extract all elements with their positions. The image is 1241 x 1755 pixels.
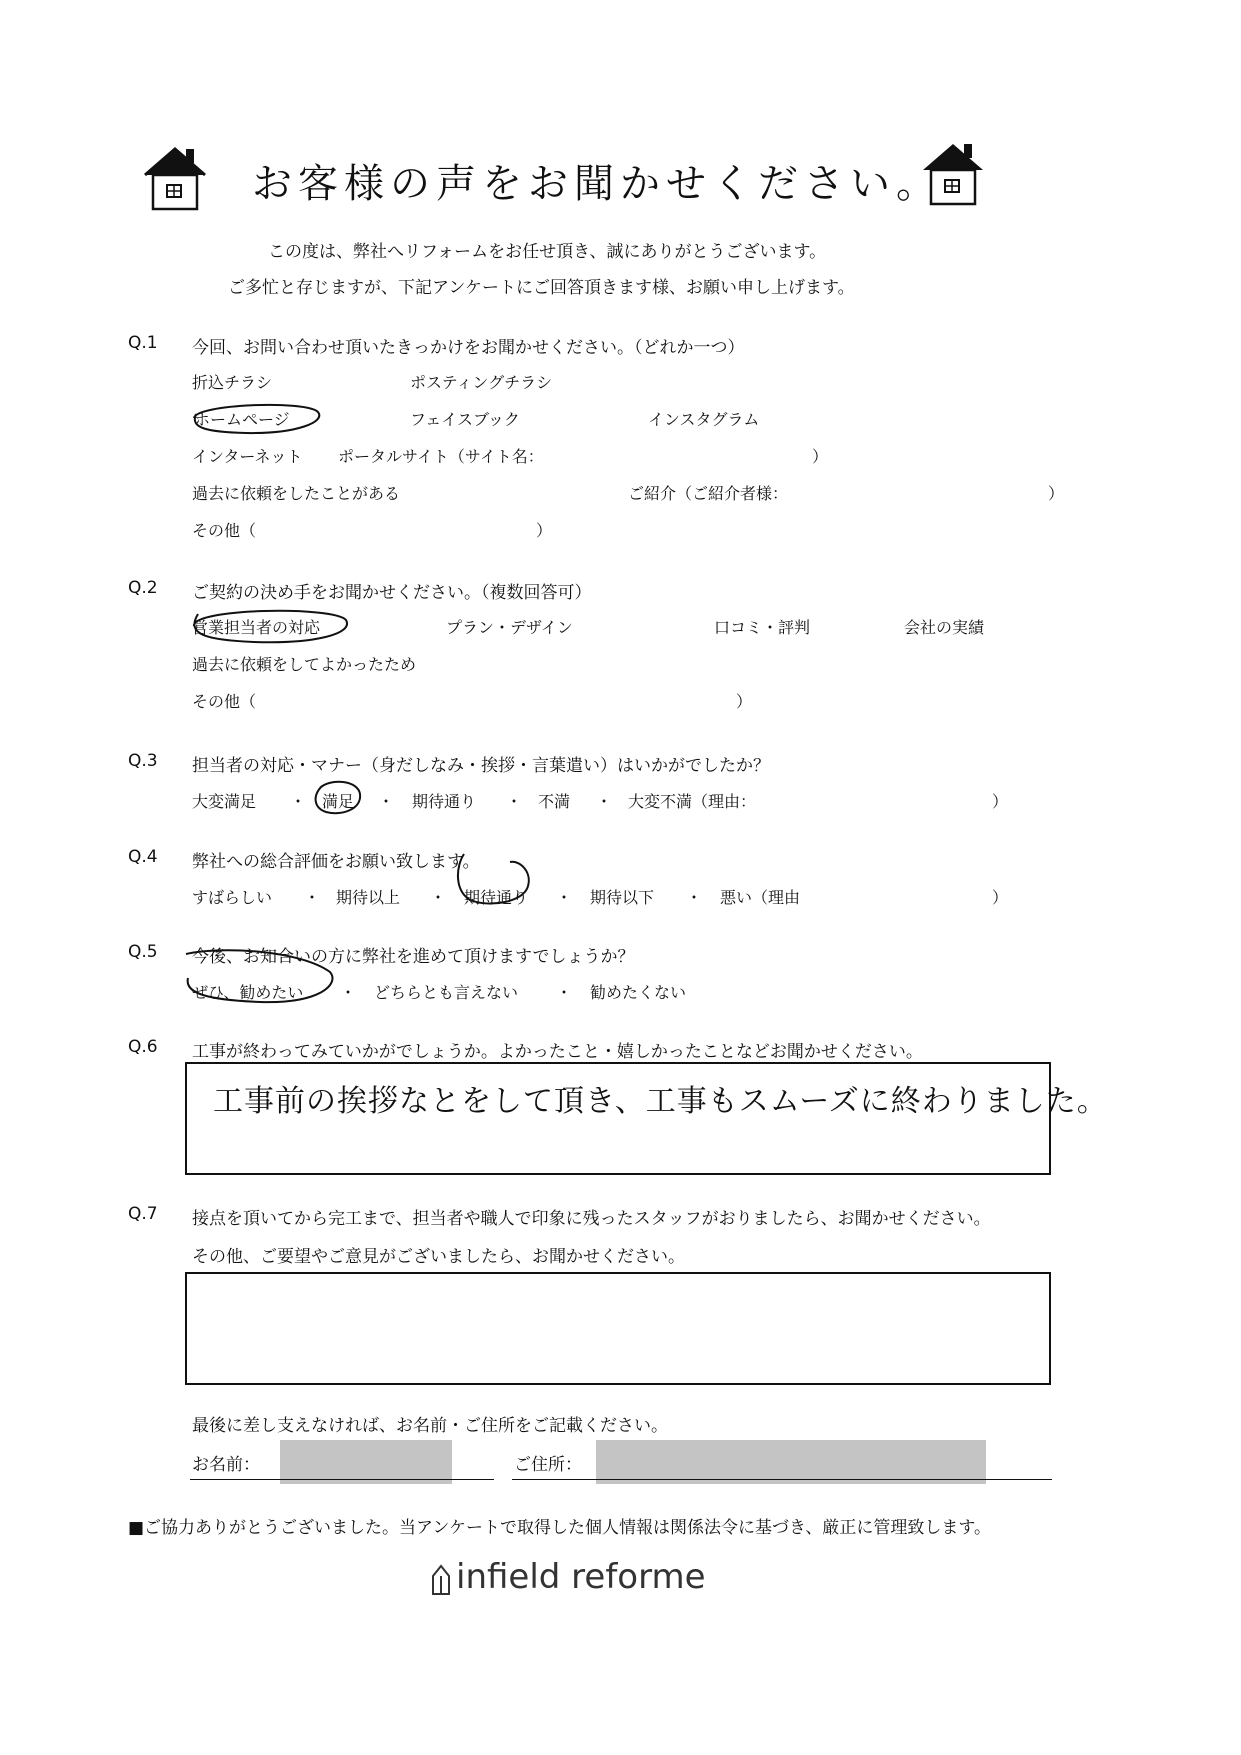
q4-question: 弊社への総合評価をお願い致します。	[192, 852, 480, 872]
intro-line-2: ご多忙と存じますが、下記アンケートにご回答頂きます様、お願い申し上げます。	[228, 278, 855, 298]
q1-circle-mark	[186, 398, 326, 438]
q2-question: ご契約の決め手をお聞かせください。（複数回答可）	[192, 583, 592, 603]
q3-sep-1: ・	[290, 792, 307, 811]
q6-number: Q.6	[128, 1037, 158, 1057]
q2-option-plan-design[interactable]: プラン・デザイン	[446, 618, 573, 637]
q3-option-very-dissatisfied[interactable]: 大変不満（理由：	[628, 792, 757, 811]
address-redacted	[596, 1440, 986, 1484]
q7-number: Q.7	[128, 1204, 158, 1224]
q2-option-sales-rep[interactable]: 営業担当者の対応	[192, 618, 321, 637]
q5-sep-2: ・	[556, 983, 573, 1002]
q1-option-flyer[interactable]: 折込チラシ	[192, 373, 273, 392]
q4-option-above-expectations[interactable]: 期待以上	[336, 888, 401, 907]
q3-reason-close: ）	[992, 792, 1009, 811]
footer-request: 最後に差し支えなければ、お名前・ご住所をご記載ください。	[192, 1416, 668, 1436]
q2-circle-mark	[184, 604, 354, 646]
q4-sep-4: ・	[686, 888, 703, 907]
name-redacted	[280, 1440, 452, 1484]
q2-number: Q.2	[128, 578, 158, 598]
q6-answer-box[interactable]	[185, 1062, 1108, 1175]
q6-handwritten-answer: 工事前の挨拶なとをして頂き、工事もスムーズに終わりました。	[213, 1084, 1108, 1119]
q3-number: Q.3	[128, 751, 158, 771]
q3-sep-3: ・	[506, 792, 523, 811]
q1-option-instagram[interactable]: インスタグラム	[648, 410, 760, 429]
q5-circle-mark	[180, 948, 340, 1008]
q3-option-as-expected[interactable]: 期待通り	[412, 792, 477, 811]
q1-referral-close: ）	[1048, 484, 1065, 503]
q6-question: 工事が終わってみていかがでしょうか。よかったこと・嬉しかったことなどお聞かせください。	[192, 1042, 923, 1062]
q4-option-excellent[interactable]: すばらしい	[192, 888, 273, 907]
q5-option-no[interactable]: 勧めたくない	[590, 983, 687, 1002]
q1-question: 今回、お問い合わせ頂いたきっかけをお聞かせください。（どれか一つ）	[192, 338, 745, 358]
q3-option-dissatisfied[interactable]: 不満	[538, 792, 571, 811]
q3-sep-2: ・	[378, 792, 395, 811]
q1-option-past[interactable]: 過去に依頼をしたことがある	[192, 484, 401, 503]
q1-option-referral[interactable]: ご紹介（ご紹介者様：	[628, 484, 789, 503]
q1-option-facebook[interactable]: フェイスブック	[410, 410, 520, 429]
house-icon-left	[140, 143, 210, 213]
q1-option-other[interactable]: その他（	[192, 521, 257, 540]
company-logo-text: infield reforme	[456, 1557, 706, 1597]
address-underline	[512, 1479, 1052, 1480]
q2-option-reviews[interactable]: 口コミ・評判	[714, 618, 811, 637]
logo-house-icon	[430, 1562, 452, 1596]
q5-option-definitely[interactable]: ぜひ、勧めたい	[192, 983, 304, 1002]
q5-option-neutral[interactable]: どちらとも言えない	[374, 983, 519, 1002]
q4-sep-1: ・	[304, 888, 321, 907]
q1-option-portal[interactable]: ポータルサイト（サイト名：	[338, 447, 544, 466]
q2-option-past-good[interactable]: 過去に依頼をしてよかったため	[192, 655, 417, 674]
q2-other-close: ）	[736, 692, 753, 711]
address-label: ご住所：	[514, 1455, 582, 1475]
q3-question: 担当者の対応・マナー（身だしなみ・挨拶・言葉遣い）はいかがでしたか？	[192, 756, 770, 776]
page-title: お客様の声をお聞かせください。	[252, 161, 942, 207]
q7-question-1: 接点を頂いてから完工まで、担当者や職人で印象に残ったスタッフがおりましたら、お聞かせください。	[192, 1209, 991, 1229]
q1-option-homepage[interactable]: ホームページ	[194, 410, 290, 429]
q4-option-below-expectations[interactable]: 期待以下	[590, 888, 655, 907]
q4-option-as-expected[interactable]: 期待通り	[464, 888, 529, 907]
name-underline	[190, 1479, 494, 1480]
privacy-notice: ■ご協力ありがとうございました。当アンケートで取得した個人情報は関係法令に基づき、厳正に管理致します。	[128, 1518, 991, 1538]
q3-option-very-satisfied[interactable]: 大変満足	[192, 792, 257, 811]
q4-option-bad[interactable]: 悪い（理由	[720, 888, 801, 907]
q1-option-internet[interactable]: インターネット	[192, 447, 303, 466]
name-label: お名前：	[192, 1455, 260, 1475]
q7-answer-box[interactable]	[185, 1272, 1051, 1385]
q3-sep-4: ・	[596, 792, 613, 811]
q1-option-posting[interactable]: ポスティングチラシ	[410, 373, 553, 392]
q4-number: Q.4	[128, 847, 158, 867]
q7-question-2: その他、ご要望やご意見がございましたら、お聞かせください。	[192, 1247, 685, 1267]
q4-sep-3: ・	[556, 888, 573, 907]
q5-sep-1: ・	[340, 983, 357, 1002]
q5-question: 今後、お知合いの方に弊社を進めて頂けますでしょうか？	[192, 947, 635, 967]
q1-other-close: ）	[536, 521, 553, 540]
q5-number: Q.5	[128, 942, 158, 962]
q1-portal-close: ）	[812, 447, 829, 466]
intro-line-1: この度は、弊社へリフォームをお任せ頂き、誠にありがとうございます。	[268, 242, 827, 262]
q4-reason-close: ）	[992, 888, 1009, 907]
q2-option-company-record[interactable]: 会社の実績	[904, 618, 985, 637]
q4-sep-2: ・	[430, 888, 447, 907]
q3-option-satisfied[interactable]: 満足	[322, 792, 355, 811]
q4-circle-mark	[450, 846, 534, 908]
q2-option-other[interactable]: その他（	[192, 692, 257, 711]
q3-circle-mark	[310, 776, 366, 818]
q1-number: Q.1	[128, 333, 158, 353]
